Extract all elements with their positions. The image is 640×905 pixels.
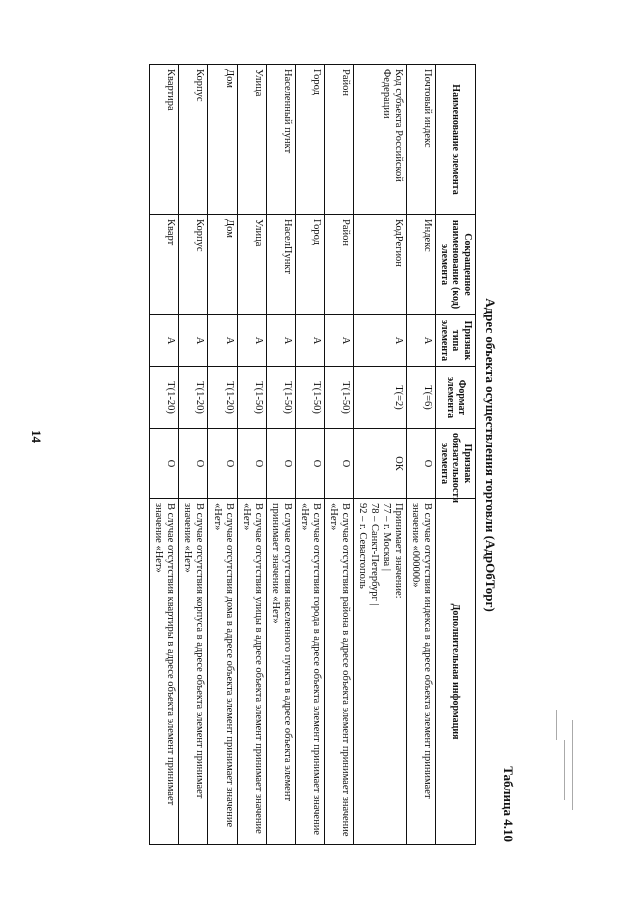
table-row: [208, 65, 237, 845]
cell-type: А: [150, 315, 179, 367]
page-number: 14: [29, 430, 44, 443]
cell-name: Район: [325, 65, 354, 215]
cell-type: А: [325, 315, 354, 367]
cell-format: T(1-20): [208, 367, 237, 429]
table-label: Таблица 4.10: [501, 766, 516, 842]
info-line: Принимает значение:: [393, 503, 405, 599]
cell-required: О: [266, 429, 295, 499]
cell-required: О: [179, 429, 208, 499]
cell-info: [354, 499, 407, 845]
cell-type: А: [266, 315, 295, 367]
header-name: Наименование элемента: [436, 65, 476, 215]
table-header-row: [436, 65, 476, 845]
cell-name: Улица: [237, 65, 266, 215]
cell-code: Кварт: [150, 215, 179, 315]
cell-format: T(1-50): [266, 367, 295, 429]
cell-format: T(1-20): [179, 367, 208, 429]
header-type: Признак типа элемента: [436, 315, 476, 367]
cell-code: Корпус: [179, 215, 208, 315]
cell-info: В случае отсутствия индекса в адресе объекта элемент принимает значение «000000»: [407, 499, 436, 845]
address-table: [149, 64, 476, 845]
cell-code: Улица: [237, 215, 266, 315]
cell-name: Код субъекта Российской Федерации: [354, 65, 407, 215]
scan-artifact: [552, 700, 582, 840]
table-row: [325, 65, 354, 845]
cell-info: В случае отсутствия квартиры в адресе объекта элемент принимает значение «Нет»: [150, 499, 179, 845]
cell-type: А: [208, 315, 237, 367]
header-info: Дополнительная информация: [436, 499, 476, 845]
cell-type: А: [295, 315, 324, 367]
cell-type: А: [237, 315, 266, 367]
document-sheet: [100, 60, 520, 850]
table-row: [354, 65, 407, 845]
cell-code: НаселПункт: [266, 215, 295, 315]
cell-format: T(=2): [354, 367, 407, 429]
cell-required: ОК: [354, 429, 407, 499]
info-line: 77 – г. Москва |: [381, 503, 393, 571]
cell-info: В случае отсутствия дома в адресе объекта элемент принимает значение «Нет»: [208, 499, 237, 845]
cell-code: КодРегион: [354, 215, 407, 315]
cell-info: В случае отсутствия населенного пункта в адресе объекта элемент принимает значение «Нет»: [266, 499, 295, 845]
cell-info: В случае отсутствия корпуса в адресе объекта элемент принимает значение «Нет»: [179, 499, 208, 845]
cell-name: Почтовый индекс: [407, 65, 436, 215]
cell-required: О: [150, 429, 179, 499]
cell-info: В случае отсутствия улицы в адресе объекта элемент принимает значение «Нет»: [237, 499, 266, 845]
cell-required: О: [325, 429, 354, 499]
info-line: 78 – Санкт-Петербург |: [369, 503, 381, 606]
info-line: 92 – г. Севастополь: [357, 503, 369, 589]
cell-code: Индекс: [407, 215, 436, 315]
header-required: Признак обязательности элемента: [436, 429, 476, 499]
cell-required: О: [208, 429, 237, 499]
table-row: [179, 65, 208, 845]
cell-type: А: [354, 315, 407, 367]
table-title: Адрес объекта осуществления торговли (АдрОбТорг): [483, 298, 498, 612]
cell-type: А: [179, 315, 208, 367]
cell-format: T(=6): [407, 367, 436, 429]
cell-info: В случае отсутствия города в адресе объекта элемент принимает значение «Нет»: [295, 499, 324, 845]
table-row: [295, 65, 324, 845]
cell-info: В случае отсутствия района в адресе объекта элемент принимает значение «Нет»: [325, 499, 354, 845]
table-row: [407, 65, 436, 845]
cell-code: Дом: [208, 215, 237, 315]
cell-format: T(1-50): [295, 367, 324, 429]
header-code: Сокращенное наименование (код) элемента: [436, 215, 476, 315]
cell-format: T(1-50): [325, 367, 354, 429]
cell-code: Район: [325, 215, 354, 315]
cell-name: Квартира: [150, 65, 179, 215]
cell-name: Населенный пункт: [266, 65, 295, 215]
cell-code: Город: [295, 215, 324, 315]
table-row: [237, 65, 266, 845]
header-format: Формат элемента: [436, 367, 476, 429]
table-row: [266, 65, 295, 845]
cell-required: О: [407, 429, 436, 499]
cell-name: Город: [295, 65, 324, 215]
cell-name: Корпус: [179, 65, 208, 215]
table-row: [150, 65, 179, 845]
cell-required: О: [237, 429, 266, 499]
cell-name: Дом: [208, 65, 237, 215]
cell-type: А: [407, 315, 436, 367]
cell-format: T(1-20): [150, 367, 179, 429]
cell-required: О: [295, 429, 324, 499]
cell-format: T(1-50): [237, 367, 266, 429]
